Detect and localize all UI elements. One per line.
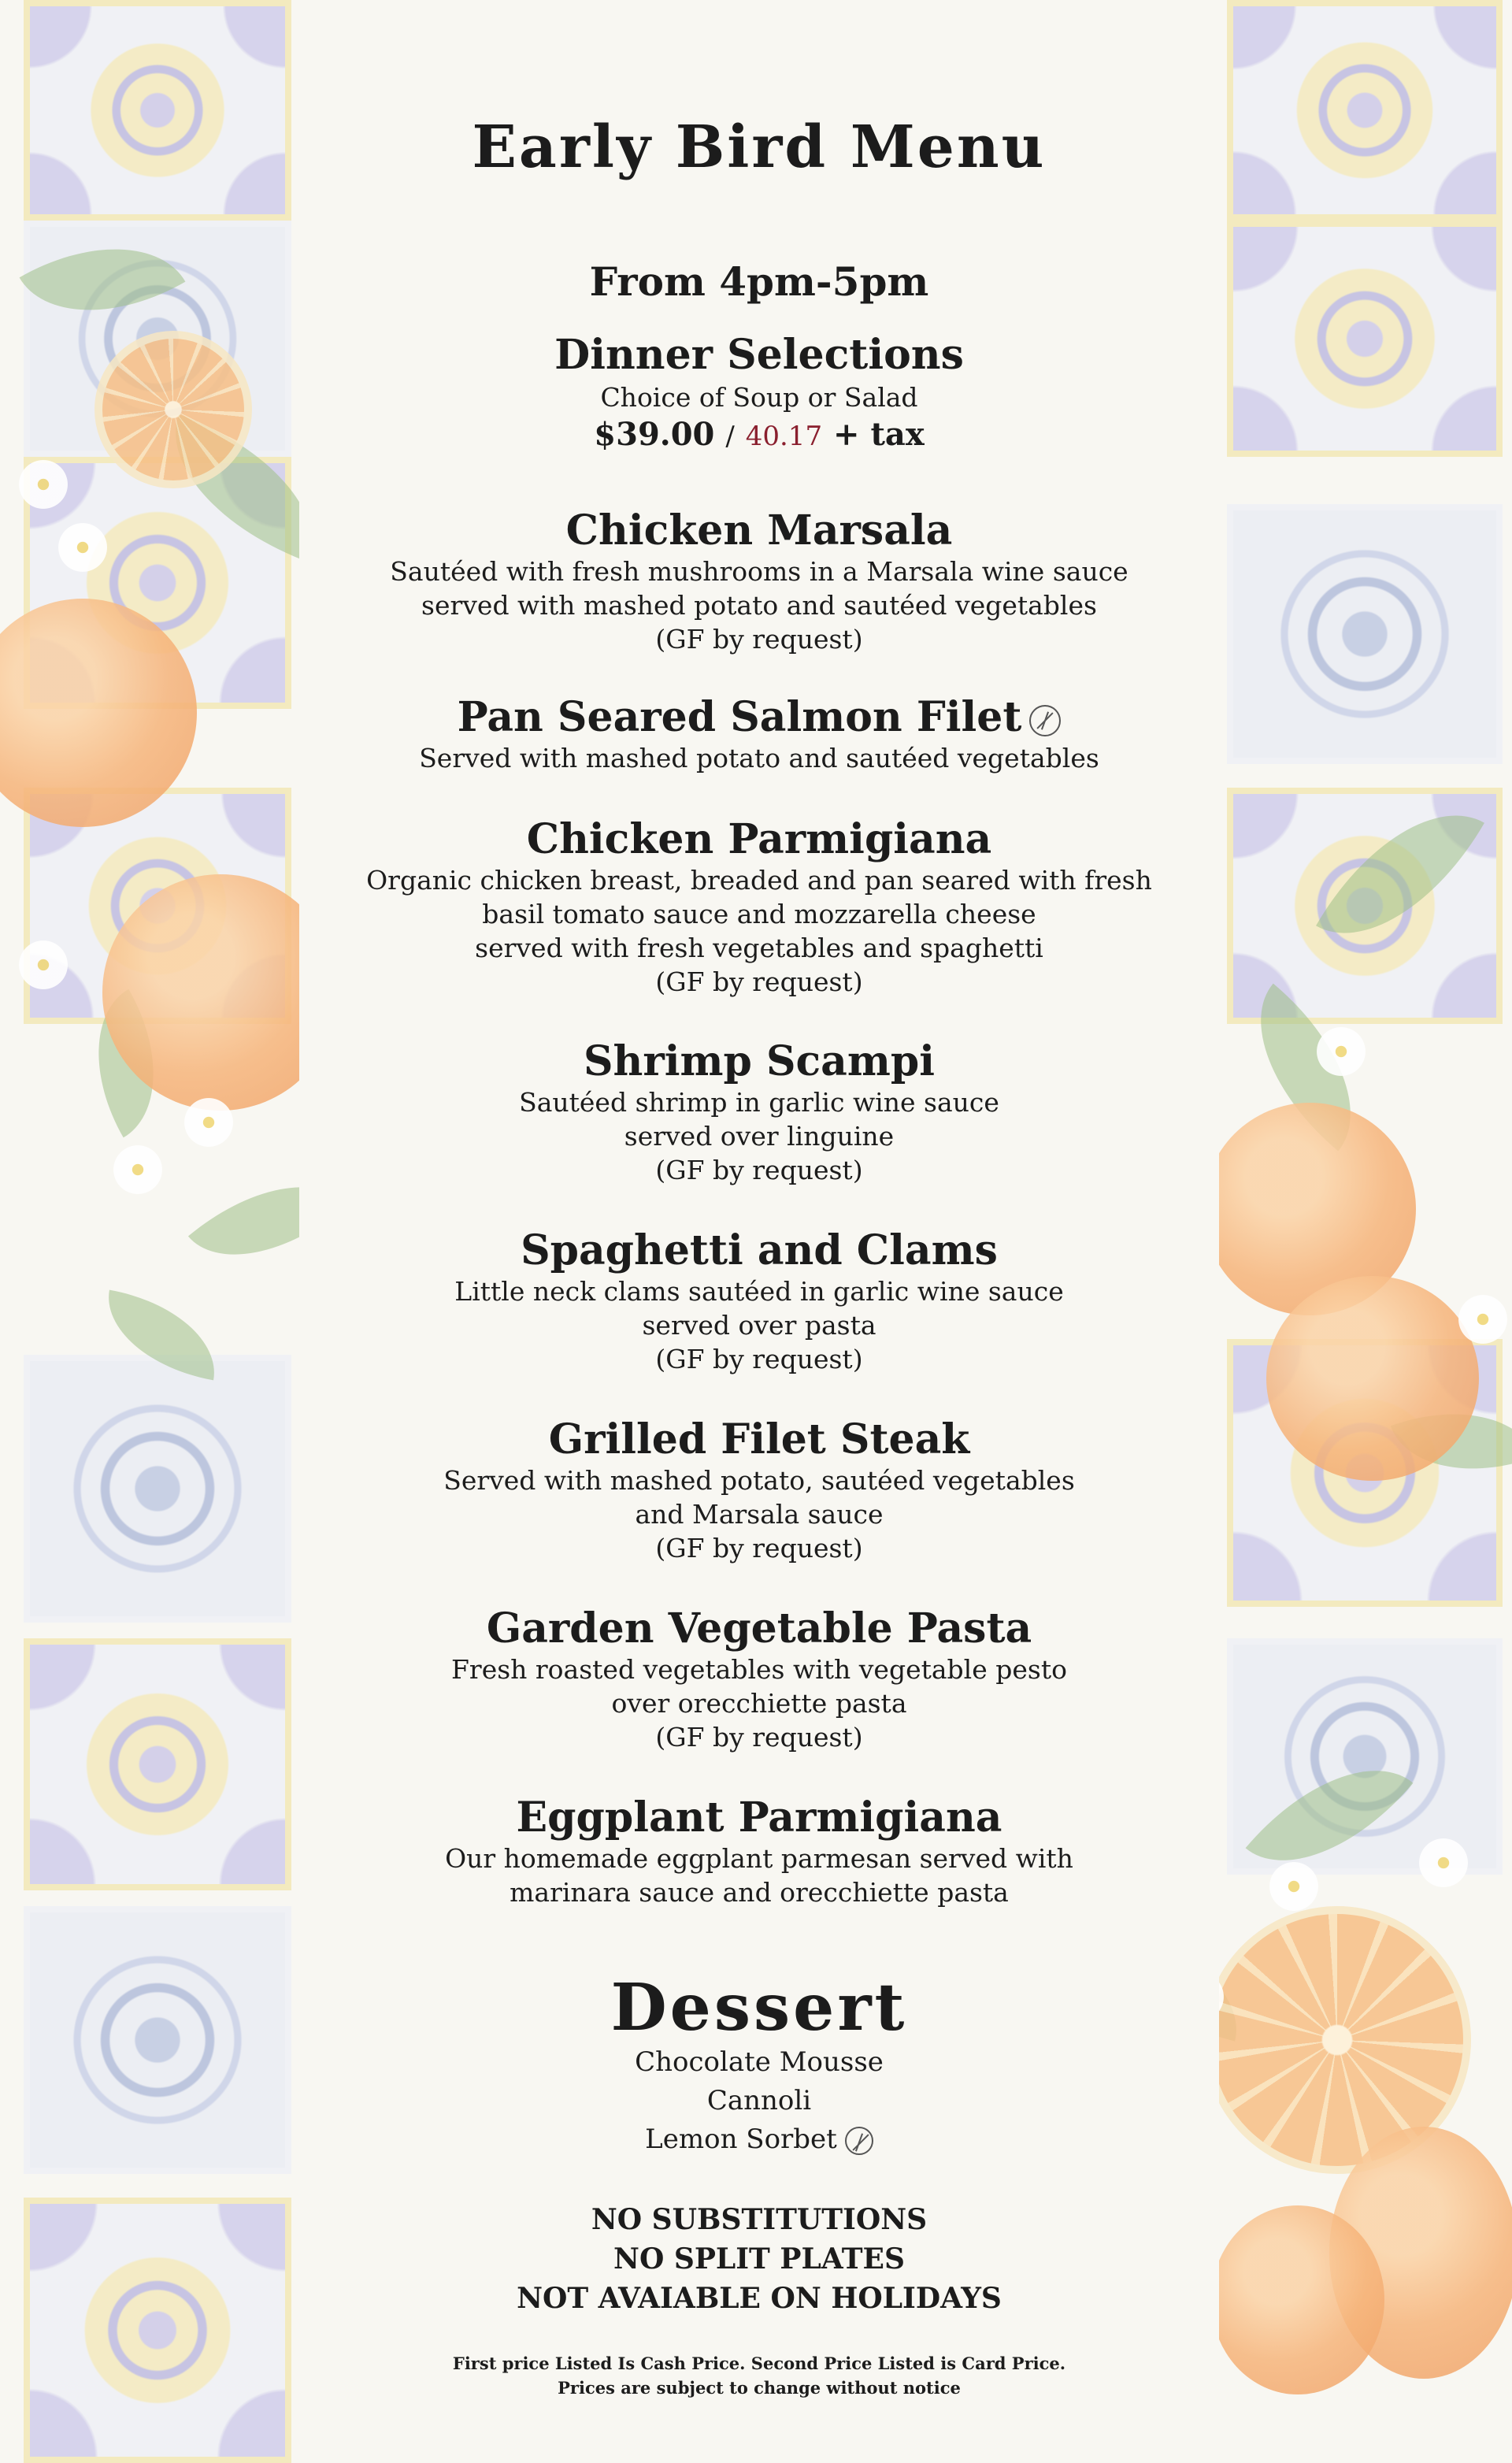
menu-item-description bbox=[299, 1842, 1219, 1909]
menu-item-description bbox=[299, 1653, 1219, 1754]
description-line: (GF by request) bbox=[655, 1722, 863, 1753]
gluten-free-icon bbox=[845, 2127, 873, 2155]
blossom-icon bbox=[1455, 1292, 1510, 1347]
menu-item-name: Garden Vegetable Pasta bbox=[486, 1604, 1032, 1653]
description-line: Fresh roasted vegetables with vegetable pesto bbox=[451, 1654, 1067, 1685]
page-title: Early Bird Menu bbox=[472, 113, 1047, 181]
menu-item-description bbox=[299, 741, 1219, 775]
menu-item-title-row bbox=[299, 693, 1219, 741]
blossom-icon bbox=[1266, 1859, 1321, 1914]
menu-item-name: Grilled Filet Steak bbox=[548, 1415, 970, 1463]
menu-item-description bbox=[299, 1085, 1219, 1187]
menu-item-name: Pan Seared Salmon Filet bbox=[457, 693, 1022, 741]
description-line: Served with mashed potato, sautéed vegetables bbox=[443, 1465, 1075, 1496]
description-line: (GF by request) bbox=[655, 966, 863, 997]
description-line: served with fresh vegetables and spaghetti bbox=[475, 933, 1043, 963]
dinner-subtitle: Choice of Soup or Salad bbox=[600, 382, 918, 413]
menu-item bbox=[299, 1793, 1219, 1909]
tile-pattern bbox=[24, 2198, 291, 2463]
menu-item-name: Spaghetti and Clams bbox=[521, 1226, 998, 1274]
menu-item-description bbox=[299, 555, 1219, 656]
description-line: (GF by request) bbox=[655, 1155, 863, 1185]
description-line: Little neck clams sautéed in garlic wine sauce bbox=[454, 1276, 1064, 1307]
tile-pattern bbox=[24, 1906, 291, 2174]
cash-price: $39.00 bbox=[594, 416, 715, 453]
dessert-item: Chocolate Mousse bbox=[635, 2046, 884, 2078]
menu-item-description bbox=[299, 863, 1219, 999]
menu-item bbox=[299, 693, 1219, 775]
menu-item-name: Chicken Parmigiana bbox=[526, 815, 992, 863]
right-decorative-panel bbox=[1219, 0, 1512, 2463]
description-line: Organic chicken breast, breaded and pan seared with fresh bbox=[366, 865, 1152, 896]
dessert-section bbox=[299, 1970, 1219, 2159]
notice-line: NO SPLIT PLATES bbox=[613, 2242, 905, 2276]
menu-item bbox=[299, 1604, 1219, 1754]
tile-pattern bbox=[24, 1638, 291, 1890]
tile-pattern bbox=[24, 1355, 291, 1623]
menu-item-name: Eggplant Parmigiana bbox=[516, 1793, 1002, 1842]
menu-item bbox=[299, 1226, 1219, 1376]
tile-pattern bbox=[1227, 0, 1503, 221]
description-line: served over pasta bbox=[642, 1310, 876, 1341]
blossom-icon bbox=[16, 937, 71, 992]
blossom-icon bbox=[110, 1142, 165, 1197]
description-line: marinara sauce and orecchiette pasta bbox=[510, 1877, 1009, 1908]
description-line: and Marsala sauce bbox=[635, 1499, 884, 1530]
description-line: (GF by request) bbox=[655, 1533, 863, 1563]
description-line: served over linguine bbox=[624, 1121, 895, 1152]
tile-pattern bbox=[1227, 221, 1503, 457]
blossom-icon bbox=[16, 457, 71, 512]
notice-line: NOT AVAIABLE ON HOLIDAYS bbox=[517, 2282, 1002, 2315]
description-line: Sautéed with fresh mushrooms in a Marsala wine sauce bbox=[390, 556, 1128, 587]
menu-item-description bbox=[299, 1463, 1219, 1565]
tile-pattern bbox=[24, 0, 291, 221]
notices bbox=[299, 2200, 1219, 2318]
notice-line: NO SUBSTITUTIONS bbox=[591, 2203, 928, 2236]
dessert-item bbox=[299, 2120, 1219, 2159]
blossom-icon bbox=[1416, 1835, 1471, 1890]
menu-item bbox=[299, 506, 1219, 656]
orange-icon bbox=[1266, 1276, 1479, 1481]
dinner-selections bbox=[299, 331, 1219, 453]
description-line: served with mashed potato and sautéed vegetables bbox=[421, 590, 1097, 621]
left-decorative-panel bbox=[0, 0, 299, 2463]
tax-label: + tax bbox=[833, 416, 925, 453]
footer-note bbox=[299, 2351, 1219, 2400]
card-price: 40.17 bbox=[745, 421, 823, 452]
orange-slice-icon bbox=[94, 331, 252, 488]
blossom-icon bbox=[1314, 1024, 1369, 1079]
dinner-heading: Dinner Selections bbox=[554, 331, 964, 379]
blossom-icon bbox=[55, 520, 110, 575]
gluten-free-icon bbox=[1029, 705, 1061, 736]
menu-item bbox=[299, 815, 1219, 999]
description-line: over orecchiette pasta bbox=[611, 1688, 907, 1719]
footer-line: First price Listed Is Cash Price. Second Price Listed is Card Price. bbox=[452, 2354, 1066, 2373]
dessert-heading: Dessert bbox=[610, 1970, 908, 2046]
description-line: Served with mashed potato and sautéed vegetables bbox=[419, 743, 1099, 773]
menu-item-description bbox=[299, 1274, 1219, 1376]
description-line: basil tomato sauce and mozzarella cheese bbox=[482, 899, 1036, 929]
menu-item bbox=[299, 1037, 1219, 1187]
dessert-item-label: Lemon Sorbet bbox=[645, 2124, 837, 2155]
menu-item-name: Chicken Marsala bbox=[565, 506, 953, 555]
description-line: (GF by request) bbox=[655, 1344, 863, 1374]
footer-line: Prices are subject to change without notice bbox=[558, 2378, 961, 2398]
menu-item bbox=[299, 1415, 1219, 1565]
menu-item-name: Shrimp Scampi bbox=[583, 1037, 936, 1085]
dessert-list bbox=[299, 2043, 1219, 2159]
tile-pattern bbox=[1227, 504, 1503, 764]
price-separator: / bbox=[725, 421, 735, 452]
blossom-icon bbox=[181, 1095, 236, 1150]
description-line: (GF by request) bbox=[655, 624, 863, 655]
orange-icon bbox=[1219, 2205, 1384, 2394]
dinner-price bbox=[299, 416, 1219, 453]
description-line: Sautéed shrimp in garlic wine sauce bbox=[519, 1087, 999, 1118]
dessert-item: Cannoli bbox=[706, 2085, 812, 2116]
hours-heading: From 4pm-5pm bbox=[589, 258, 929, 305]
description-line: Our homemade eggplant parmesan served with bbox=[445, 1843, 1073, 1874]
